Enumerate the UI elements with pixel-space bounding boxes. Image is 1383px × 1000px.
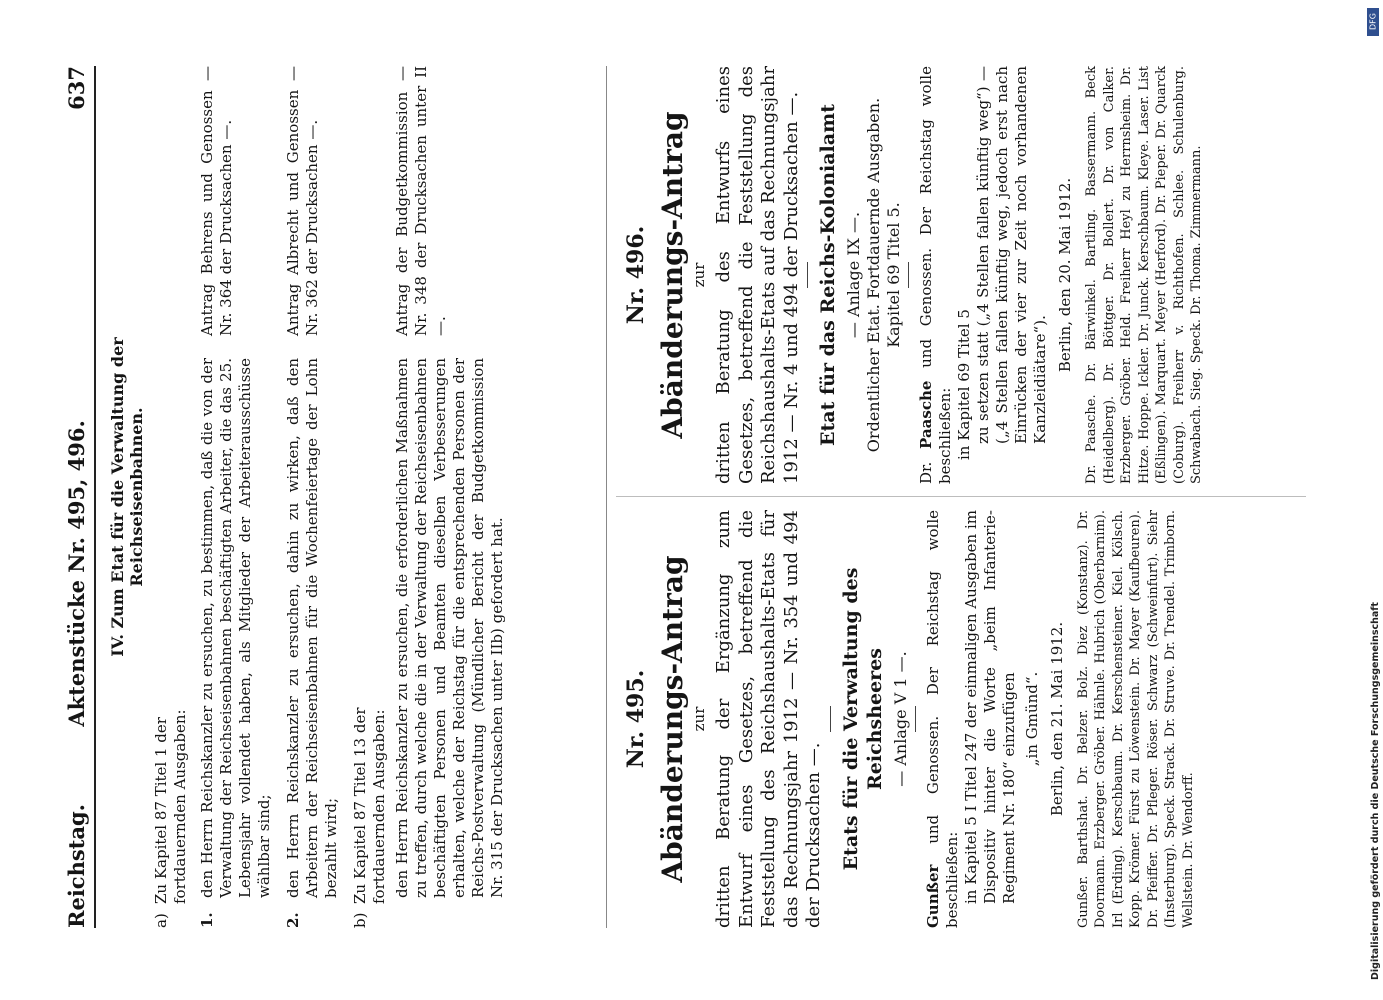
- nr-496-motion-body1: in Kapitel 69 Titel 5: [955, 309, 973, 460]
- nr-495-insert: „in Gmünd“.: [1022, 671, 1041, 767]
- item-a-text: Zu Kapitel 87 Titel 1 der fortdauernden Ausgaben:: [152, 709, 189, 904]
- item-2-ref: Antrag Albrecht und Genossen — Nr. 362 der Drucksachen —.: [284, 66, 321, 336]
- nr-496-signatories: Dr. Paasche. Dr. Bärwinkel. Bartling. Bassermann. Beck (Heidelberg). Dr. Böttger. Dr. Bollert. Dr. von Calker. Erzberger. Gröber. Held. Freiherr Heyl zu Herrnsheim. Dr. Hitze. Hoppe. Ickler. Dr. Junck. Kerschbaum. Kleye. Laser. List (Eßlingen). Marquart. Meyer (Herford). Dr. Pieper. Dr. Quarck (Coburg). Freiherr v. Richthofen. Schlee. Schulenburg. Schwabach. Sieg. Speck. Dr. Thoma. Zimmermann.: [1084, 66, 1204, 484]
- section-iv-heading: IV. Zum Etat für die Verwaltung der Reichseisenbahnen.: [108, 337, 146, 657]
- nr-495-motion-body: in Kapitel 5 I Titel 247 der einmaligen Ausgaben im Dispositiv hinter die Worte „beim Infanterie-Regiment Nr. 180“ einzufügen: [961, 509, 1018, 904]
- nr-496-date: Berlin, den 20. Mai 1912.: [1056, 177, 1074, 373]
- nr-496-motion-body2: zu setzen statt („4 Stellen fallen künftig weg“) — („4 Stellen fallen künftig weg, jedoch erst nach Einrücken der vier zur Zeit noch vorhandenen Kanzleidiätare“).: [974, 66, 1049, 444]
- nr-496-lead: dritten Beratung des Entwurfs eines Gesetzes, betreffend die Feststellung des Reichshaushalts-Etats auf das Rechnungsjahr 1912 — Nr. 4 und 494 der Drucksachen —.: [713, 66, 802, 484]
- nr-495-title: Abänderungs-Antrag: [656, 555, 689, 883]
- nr-495-motion-text: und Genossen. Der Reichstag wolle beschließen:: [923, 510, 961, 928]
- header-rule: [94, 66, 96, 928]
- item-b-ref: Antrag der Budgetkommission — Nr. 348 der Drucksachen unter II —.: [393, 66, 449, 336]
- header-title: Aktenstücke Nr. 495, 496.: [64, 420, 89, 727]
- item-a-label: a): [152, 913, 170, 928]
- nr-495-section: Etats für die Verwaltung des Reichsheeres: [839, 567, 886, 871]
- column-divider: [616, 496, 1306, 497]
- nr-496-section: Etat für das Reichs-Kolonialamt: [817, 104, 839, 446]
- nr-495-date: Berlin, den 21. Mai 1912.: [1047, 621, 1066, 817]
- item-b-body-row: [393, 66, 507, 928]
- header-left: Reichstag.: [64, 804, 89, 928]
- page-number: 637: [64, 66, 89, 110]
- item-1-text: den Herrn Reichskanzler zu ersuchen, zu bestimmen, daß die von der Verwaltung der Reichseisenbahnen beschäftigten Arbeiter, die das 25. Lebensjahr vollendet haben, als Mitglieder der Arbeiterausschüsse wählbar sind;: [198, 358, 273, 898]
- nr-496-sub2: Kapitel 69 Titel 5.: [884, 202, 903, 348]
- nr-495-mover: Gunßer: [923, 864, 942, 928]
- nr-495-lead: dritten Beratung der Ergänzung zum Entwurf eines Gesetzes, betreffend die Feststellung des Reichshaushalts-Etats für das Rechnungsjahr 1912 — Nr. 354 und 494 der Drucksachen —.: [713, 510, 824, 928]
- section-iv: [108, 66, 507, 928]
- nr-496-number: Nr. 496.: [623, 225, 649, 325]
- item-1: [198, 66, 274, 928]
- item-2: [284, 66, 341, 928]
- nr-496-sub1: Ordentlicher Etat. Fortdauernde Ausgaben.: [864, 97, 883, 453]
- nr-495-anlage: — Anlage V 1 —.: [890, 651, 910, 787]
- item-2-text: den Herrn Reichskanzler zu ersuchen, dahin zu wirken, daß den Arbeitern der Reichseisenbahnen für die Wochenfeiertage der Lohn bezahlt wird;: [284, 358, 340, 898]
- nr-495-number: Nr. 495.: [623, 669, 649, 769]
- nr-496-motion-text: und Genossen. Der Reichstag wolle beschließen:: [917, 66, 954, 484]
- item-b-text: Zu Kapitel 87 Titel 13 der fortdauernden Ausgaben:: [351, 707, 388, 904]
- item-a: [152, 66, 190, 928]
- nr-496-motion: [917, 66, 955, 484]
- item-b: [351, 66, 389, 928]
- nr-495-motion: [924, 510, 962, 928]
- nr-496-anlage: — Anlage IX —.: [844, 211, 863, 339]
- dfg-logo: DFG: [1367, 8, 1379, 36]
- dfg-sponsorship-note: Digitalisierung gefördert durch die Deutsche Forschungsgemeinschaft: [1370, 602, 1381, 980]
- item-1-ref: Antrag Behrens und Genossen — Nr. 364 der Drucksachen —.: [198, 66, 235, 336]
- item-b-label: b): [351, 912, 369, 928]
- item-b-body: den Herrn Reichskanzler zu ersuchen, die erforderlichen Maßnahmen zu treffen, durch welche die in der Verwaltung der Reichseisenbahnen beschäftigten Personen und Beamten dieselben Verbesserungen erhalten, welche der Reichstag für die entsprechenden Personen der Reichs-Postverwaltung (Mündlicher Bericht der Budgetkommission Nr. 315 der Drucksachen unter IIb) gefordert hat.: [393, 358, 506, 898]
- nr-496-title: Abänderungs-Antrag: [656, 111, 689, 439]
- nr-495: [622, 510, 1197, 928]
- nr-495-signatories: Gunßer. Barthshat. Dr. Belzer. Bolz. Diez (Konstanz). Dr. Doormann. Erzberger. Gröber. Hähnle. Hubrich (Oberbarnim). Irl (Erding). Kerschbaum. Dr. Kerschensteiner. Kiel. Kölsch. Kopp. Krömer. Fürst zu Löwenstein. Dr. Mayer (Kaufbeuren). Dr. Pfeiffer. Dr. Pfleger. Röser. Schwarz (Schweinfurt). Siehr (Insterburg). Speck. Strack. Dr. Struve. Dr. Trendel. Trimborn. Wellstein. Dr. Wendorff.: [1075, 510, 1196, 928]
- nr-495-zur: zur: [690, 706, 708, 732]
- nr-496-mover-prefix: Dr.: [917, 461, 935, 484]
- item-1-label: 1.: [198, 912, 216, 928]
- nr-496-mover: Paasche: [917, 380, 935, 449]
- section-divider: [606, 66, 607, 928]
- item-2-label: 2.: [284, 912, 302, 928]
- nr-496-zur: zur: [690, 262, 708, 288]
- nr-496: [622, 66, 1206, 484]
- page-header: [64, 66, 92, 928]
